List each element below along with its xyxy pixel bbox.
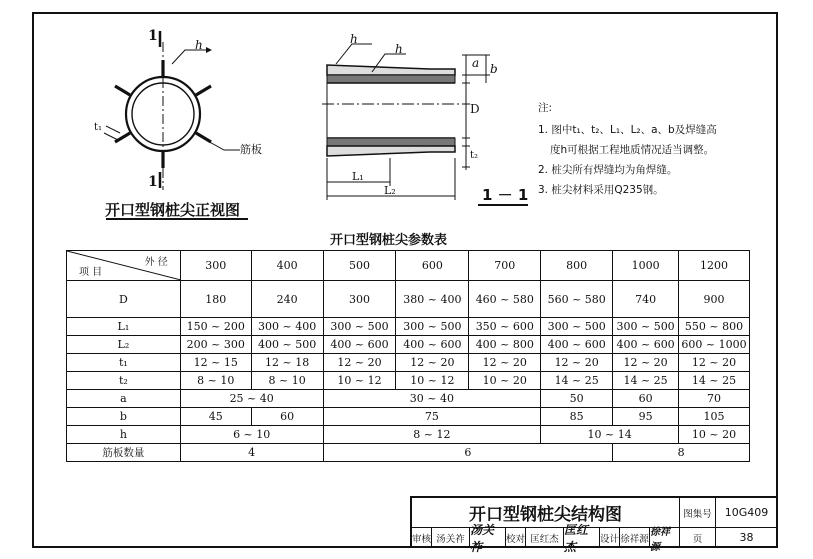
table-cell: 14 ~ 25 bbox=[541, 372, 613, 390]
table-cell: 60 bbox=[613, 390, 679, 408]
rib-plate-label: 筋板 bbox=[240, 143, 262, 156]
front-view-figure bbox=[104, 31, 240, 190]
table-cell: 10 ~ 14 bbox=[541, 426, 679, 444]
table-row-h bbox=[67, 426, 750, 444]
table-cell: 12 ~ 20 bbox=[613, 354, 679, 372]
table-cell: 380 ~ 400 bbox=[396, 281, 469, 318]
table-cell: 300 ~ 500 bbox=[396, 318, 469, 336]
table-cell: 4 bbox=[180, 444, 323, 462]
table-header-row bbox=[67, 251, 750, 281]
table-cell: 6 bbox=[323, 444, 613, 462]
title-block bbox=[410, 496, 778, 554]
atlas-number: 10G409 bbox=[716, 498, 778, 528]
notes-block bbox=[538, 98, 717, 200]
dim-b-label: b bbox=[490, 62, 498, 76]
table-cell: 8 ~ 10 bbox=[180, 372, 251, 390]
page-number: 38 bbox=[716, 528, 778, 548]
row-header: a bbox=[67, 390, 181, 408]
table-cell: 75 bbox=[323, 408, 541, 426]
drawing-title: 开口型钢桩尖结构图 bbox=[412, 498, 680, 528]
table-cell: 600 ~ 1000 bbox=[679, 336, 750, 354]
table-cell: 900 bbox=[679, 281, 750, 318]
table-cell: 400 ~ 800 bbox=[469, 336, 541, 354]
designer-signature: 徐祥源 bbox=[650, 528, 680, 548]
table-cell: 400 ~ 600 bbox=[613, 336, 679, 354]
table-cell: 10 ~ 20 bbox=[469, 372, 541, 390]
table-cell: 150 ~ 200 bbox=[180, 318, 251, 336]
table-row-b bbox=[67, 408, 750, 426]
reviewer-signature: 汤关祚 bbox=[470, 528, 506, 548]
table-row-t1 bbox=[67, 354, 750, 372]
designer-name: 徐祥源 bbox=[620, 528, 650, 548]
table-cell: 14 ~ 25 bbox=[613, 372, 679, 390]
row-header: h bbox=[67, 426, 181, 444]
table-cell: 10 ~ 12 bbox=[396, 372, 469, 390]
row-header: t₂ bbox=[67, 372, 181, 390]
column-header: 400 bbox=[251, 251, 323, 281]
table-cell: 550 ~ 800 bbox=[679, 318, 750, 336]
checker-name: 匡红杰 bbox=[526, 528, 564, 548]
table-cell: 14 ~ 25 bbox=[679, 372, 750, 390]
table-cell: 300 ~ 500 bbox=[541, 318, 613, 336]
table-corner-cell bbox=[67, 251, 181, 281]
table-cell: 300 ~ 400 bbox=[251, 318, 323, 336]
section-weld-label-2: h bbox=[395, 42, 403, 56]
table-row-a bbox=[67, 390, 750, 408]
column-header: 300 bbox=[180, 251, 251, 281]
page-label: 页 bbox=[680, 528, 716, 548]
table-cell: 95 bbox=[613, 408, 679, 426]
column-header: 1200 bbox=[679, 251, 750, 281]
section-mark-top: 1 bbox=[148, 28, 158, 44]
column-header: 700 bbox=[469, 251, 541, 281]
dim-l1-label: L₁ bbox=[352, 170, 364, 183]
table-cell: 460 ~ 580 bbox=[469, 281, 541, 318]
note-line: 2. 桩尖所有焊缝均为角焊缝。 bbox=[538, 164, 678, 176]
table-row-t2 bbox=[67, 372, 750, 390]
table-cell: 25 ~ 40 bbox=[180, 390, 323, 408]
table-cell: 70 bbox=[679, 390, 750, 408]
table-cell: 12 ~ 15 bbox=[180, 354, 251, 372]
table-cell: 12 ~ 20 bbox=[323, 354, 396, 372]
table-cell: 12 ~ 20 bbox=[469, 354, 541, 372]
weld-height-label: h bbox=[195, 38, 203, 52]
dim-a-label: a bbox=[472, 56, 480, 70]
row-header: L₁ bbox=[67, 318, 181, 336]
dim-d-label: D bbox=[470, 102, 480, 116]
column-header: 500 bbox=[323, 251, 396, 281]
column-header: 600 bbox=[396, 251, 469, 281]
corner-bottom-label: 项 目 bbox=[79, 267, 103, 278]
review-label: 审核 bbox=[412, 528, 432, 548]
note-line: 度h可根据工程地质情况适当调整。 bbox=[550, 144, 715, 156]
table-cell: 8 ~ 10 bbox=[251, 372, 323, 390]
row-header: b bbox=[67, 408, 181, 426]
table-title: 开口型钢桩尖参数表 bbox=[330, 233, 448, 248]
thickness-t1-label: t₁ bbox=[94, 122, 103, 133]
row-header: t₁ bbox=[67, 354, 181, 372]
table-cell: 300 ~ 500 bbox=[613, 318, 679, 336]
table-cell: 240 bbox=[251, 281, 323, 318]
table-cell: 12 ~ 20 bbox=[396, 354, 469, 372]
dim-l2-label: L₂ bbox=[384, 184, 396, 197]
table-cell: 400 ~ 600 bbox=[323, 336, 396, 354]
table-cell: 50 bbox=[541, 390, 613, 408]
note-line: 3. 桩尖材料采用Q235钢。 bbox=[538, 184, 664, 196]
design-label: 设计 bbox=[600, 528, 620, 548]
table-cell: 400 ~ 600 bbox=[541, 336, 613, 354]
section-mark-bottom: 1 bbox=[148, 174, 158, 190]
table-cell: 400 ~ 500 bbox=[251, 336, 323, 354]
table-cell: 8 bbox=[613, 444, 750, 462]
reviewer-name: 汤关祚 bbox=[432, 528, 470, 548]
table-cell: 350 ~ 600 bbox=[469, 318, 541, 336]
row-header: D bbox=[67, 281, 181, 318]
table-cell: 10 ~ 12 bbox=[323, 372, 396, 390]
table-cell: 85 bbox=[541, 408, 613, 426]
table-cell: 740 bbox=[613, 281, 679, 318]
section-view-caption: 1 － 1 bbox=[482, 186, 529, 204]
table-cell: 200 ~ 300 bbox=[180, 336, 251, 354]
table-cell: 400 ~ 600 bbox=[396, 336, 469, 354]
table-cell: 300 ~ 500 bbox=[323, 318, 396, 336]
table-cell: 180 bbox=[180, 281, 251, 318]
column-header: 800 bbox=[541, 251, 613, 281]
table-cell: 12 ~ 20 bbox=[541, 354, 613, 372]
table-row-l2 bbox=[67, 336, 750, 354]
table-row-l1 bbox=[67, 318, 750, 336]
table-cell: 60 bbox=[251, 408, 323, 426]
table-cell: 300 bbox=[323, 281, 396, 318]
note-line: 1. 图中t₁、t₂、L₁、L₂、a、b及焊缝高 bbox=[538, 124, 717, 136]
notes-title: 注: bbox=[538, 102, 553, 114]
front-view-caption: 开口型钢桩尖正视图 bbox=[105, 201, 241, 219]
column-header: 1000 bbox=[613, 251, 679, 281]
table-cell: 6 ~ 10 bbox=[180, 426, 323, 444]
atlas-number-label: 图集号 bbox=[680, 498, 716, 528]
row-header: L₂ bbox=[67, 336, 181, 354]
check-label: 校对 bbox=[506, 528, 526, 548]
corner-top-label: 外 径 bbox=[144, 257, 168, 268]
table-cell: 12 ~ 20 bbox=[679, 354, 750, 372]
table-cell: 105 bbox=[679, 408, 750, 426]
table-cell: 30 ~ 40 bbox=[323, 390, 541, 408]
checker-signature: 匡红杰 bbox=[564, 528, 600, 548]
table-cell: 45 bbox=[180, 408, 251, 426]
dim-t2-label: t₂ bbox=[470, 150, 479, 161]
table-cell: 8 ~ 12 bbox=[323, 426, 541, 444]
section-weld-label-1: h bbox=[350, 32, 358, 46]
row-header: 筋板数量 bbox=[67, 444, 181, 462]
parameter-table bbox=[66, 250, 750, 462]
table-cell: 560 ~ 580 bbox=[541, 281, 613, 318]
table-cell: 10 ~ 20 bbox=[679, 426, 750, 444]
table-row-ribs bbox=[67, 444, 750, 462]
table-row-d bbox=[67, 281, 750, 318]
table-cell: 12 ~ 18 bbox=[251, 354, 323, 372]
